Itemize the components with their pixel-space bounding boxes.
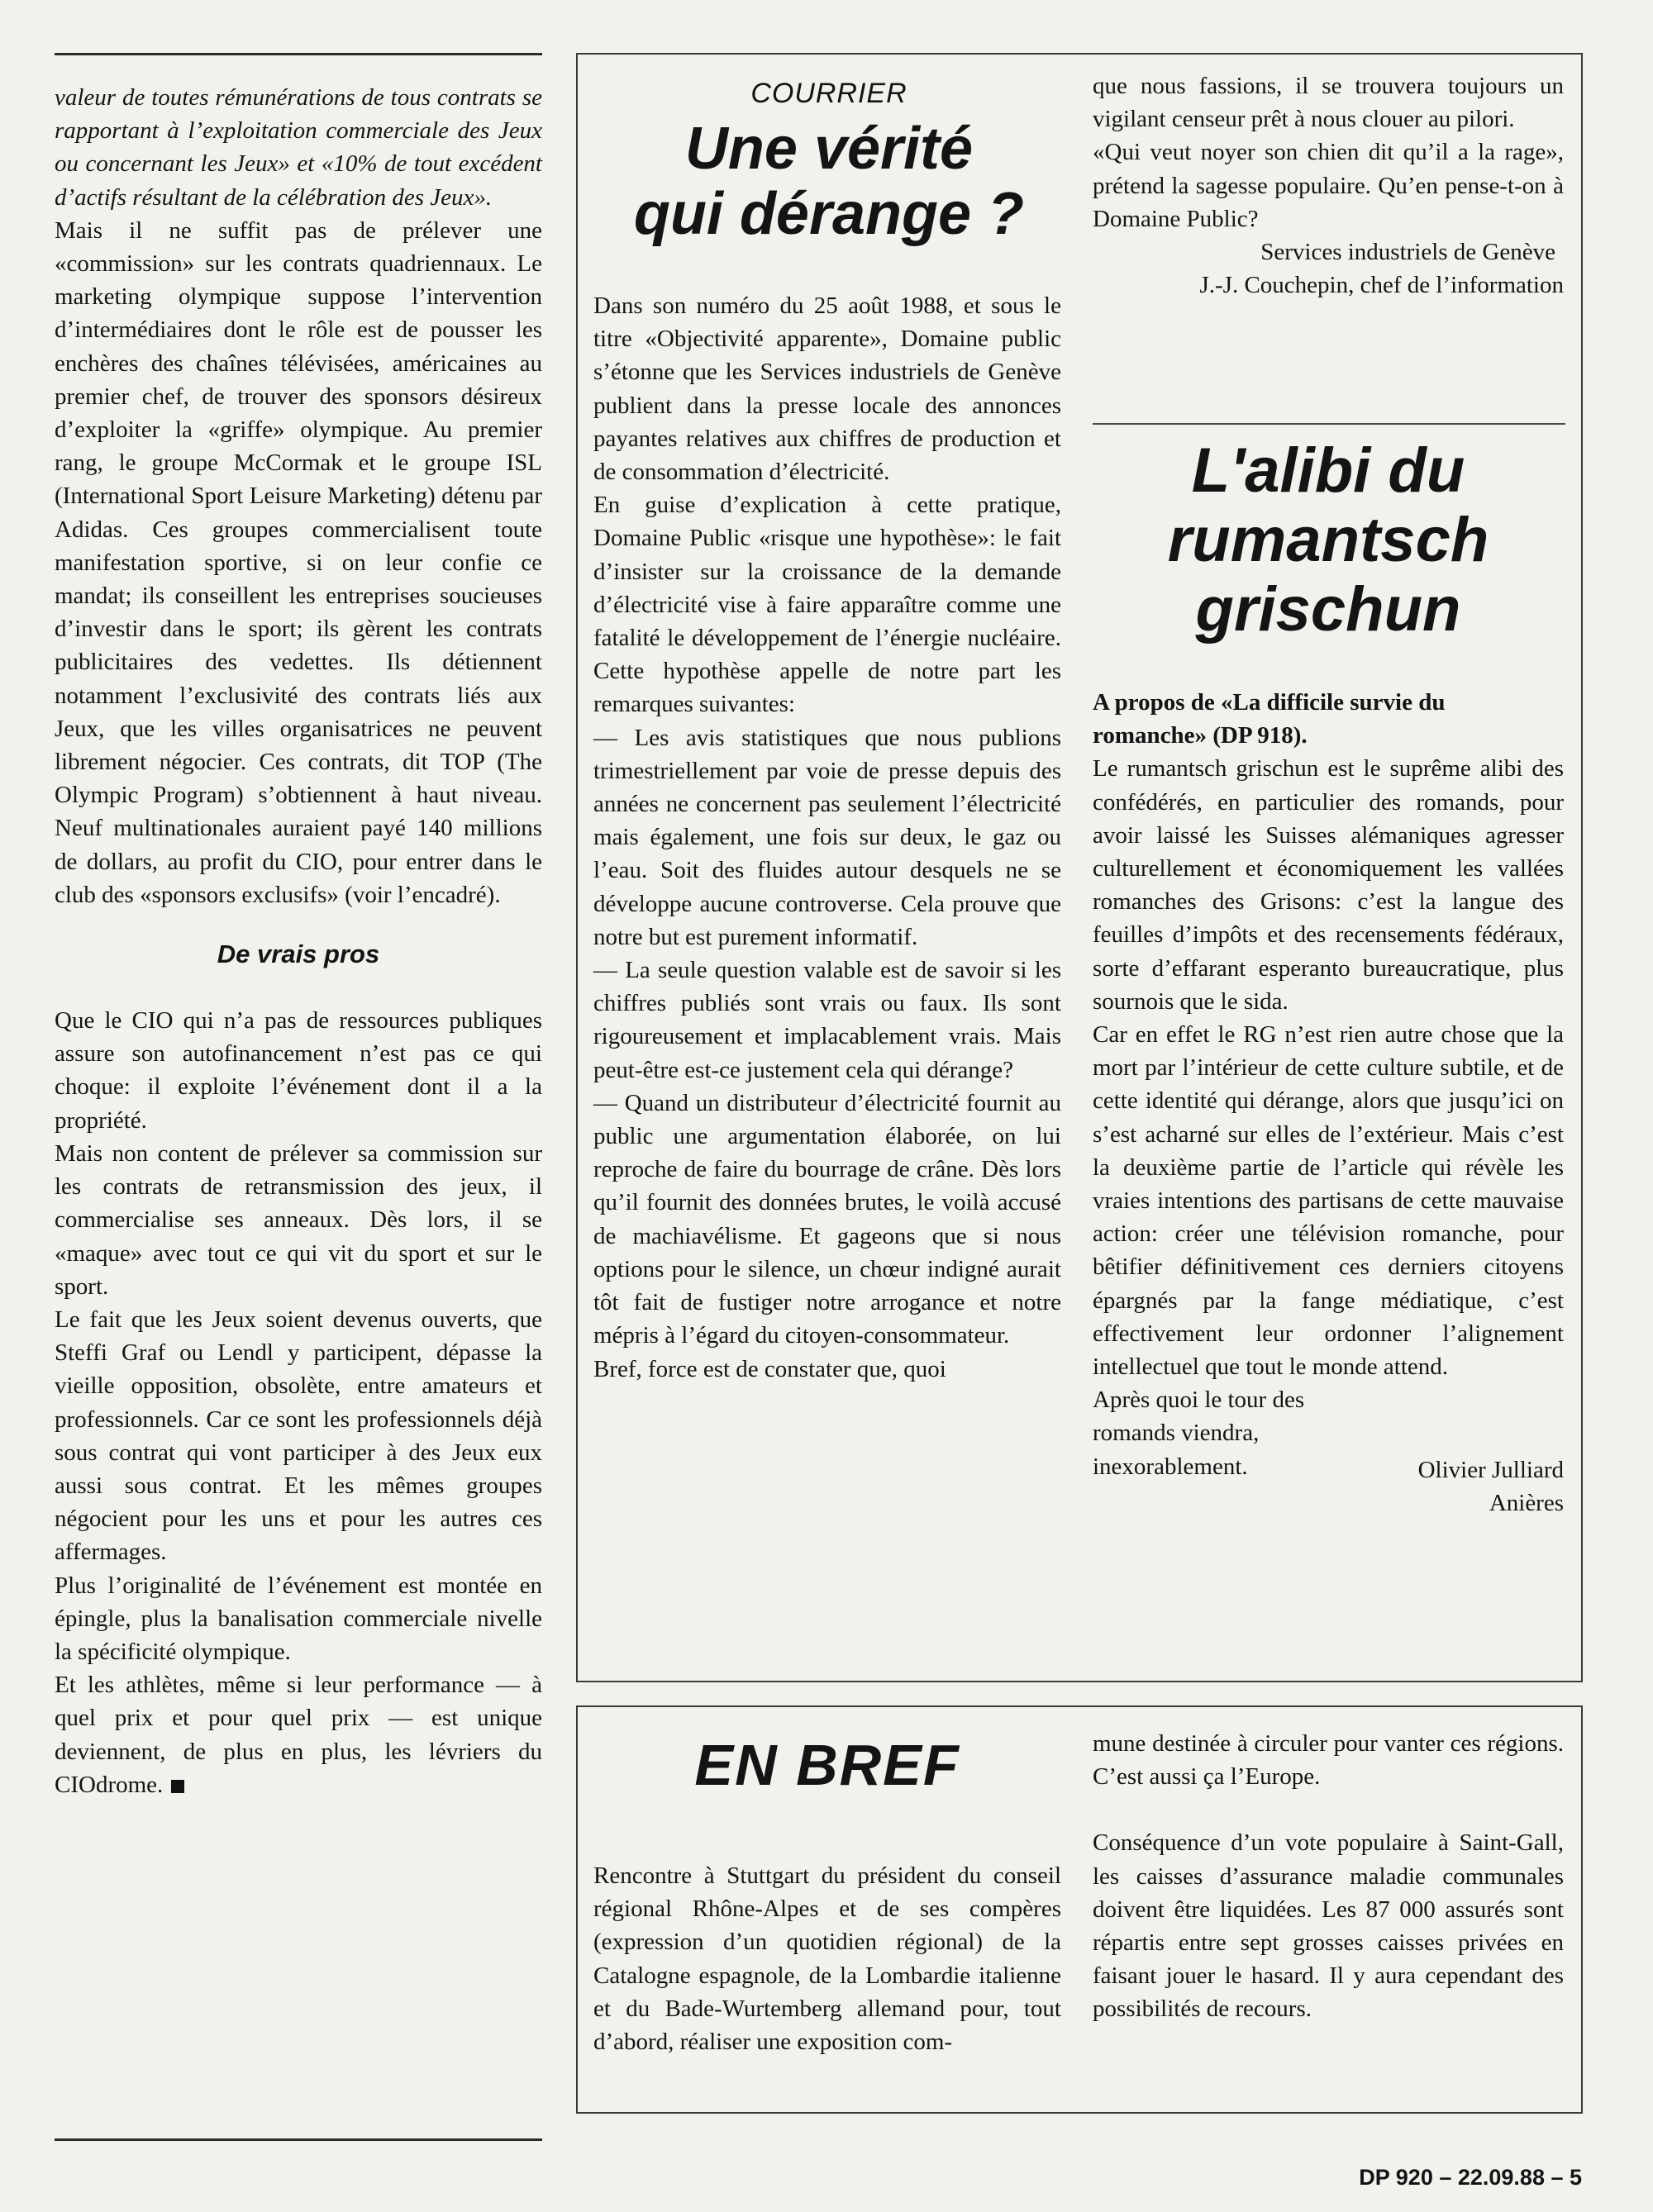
courrier-paragraph-8: «Qui veut noyer son chien dit qu’il a la rage», prétend la sagesse populaire. Qu’en pense-t-on à Domaine Public? <box>1093 139 1564 232</box>
courrier-column-2 <box>1093 69 1564 302</box>
courrier-paragraph-4: — La seule question valable est de savoir si les chiffres publiés sont vrais ou faux. Ils sont rigoureusement et implacablement vrais. Mais peut-être est-ce justement cela qui dérange? <box>593 957 1061 1083</box>
en-bref-column-2 <box>1093 1727 1564 2026</box>
alibi-headline-line2: rumantsch <box>1167 505 1489 575</box>
alibi-paragraph-2: Car en effet le RG n’est rien autre chose que la mort par l’intérieur de cette culture subtile, et de cette identité qui dérange, alors que jusqu’ici on s’est acharné sur elles de l’extérieur. Mais c’est la deuxième partie de l’article qui révèle les vraies intentions des partisans de cette mauvaise action: créer une télévision romanche, pour bêtifier définitivement ces derniers citoyens épargnés par la fange médiatique, c’est effectivement leur ordonner l’alignement intellectuel que tout le monde attend. <box>1093 1021 1564 1381</box>
courrier-paragraph-2: En guise d’explication à cette pratique, Domaine Public «risque une hypothèse»: le fait d’insister sur la croissance de la demande d’électricité vise à faire apparaître comme une fatalité le développement de l’énergie nucléaire. Cette hypothèse appelle de notre part les remarques suivantes: <box>593 492 1061 718</box>
alibi-signature-name: Olivier Julliard <box>1417 1456 1564 1483</box>
courrier-paragraph-1: Dans son numéro du 25 août 1988, et sous le titre «Objectivité apparente», Domaine public s’étonne que les Services industriels de Genève publient dans la presse locale des annonces payantes relatives aux chiffres de production et de consommation d’électricité. <box>593 293 1061 486</box>
alibi-article <box>1093 436 1564 1520</box>
left-intro-italic: valeur de toutes rémunérations de tous contrats se rapportant à l’exploitation commerciale des Jeux ou concernant les Jeux» et «10% de tout excédent d’actifs résultant de la célébration des Jeux». <box>55 84 542 211</box>
courrier-header <box>593 78 1065 247</box>
courrier-column-1 <box>593 289 1061 1386</box>
alibi-headline-line1: L'alibi du <box>1191 435 1465 506</box>
alibi-headline-line3: grischun <box>1195 574 1461 645</box>
left-column <box>55 81 542 1801</box>
left-paragraph-1: Mais il ne suffit pas de prélever une «commission» sur les contrats quadriennaux. Le marketing olympique suppose l’intervention d’intermédiaires dont le rôle est de pousser les enchères des chaînes télévisées, américaines au premier chef, de trouver des sponsors désireux d’exploiter la «griffe» olympique. Au premier rang, le groupe McCormak et le groupe ISL (International Sport Leisure Marketing) détenu par Adidas. Ces groupes commercialisent toute manifestation sportive, si on leur confie ce mandat; ils conseillent les entreprises soucieuses d’investir dans le sport; ils gèrent les contrats publicitaires des vedettes. Ils détiennent notamment l’exclusivité des contrats liés aux Jeux, que les villes organisatrices ne peuvent librement négocier. Ces contrats, dit TOP (The Olympic Program) s’obtiennent à haut niveau. Neuf multinationales auraient payé 140 millions de dollars, au profit du CIO, pour entrer dans le club des «sponsors exclusifs» (voir l’encadré). <box>55 216 542 908</box>
courrier-paragraph-7: que nous fassions, il se trouvera toujours un vigilant censeur prêt à nous clouer au pilori. <box>1093 73 1564 133</box>
courrier-headline <box>593 117 1065 247</box>
en-bref-paragraph-1: Rencontre à Stuttgart du président du conseil régional Rhône-Alpes et de ses compères (expression d’un quotidien régional) de la Catalogne espagnole, de la Lombardie italienne et du Bade-Wurtemberg allemand pour, tout d’abord, réaliser une exposition com- <box>593 1862 1061 2056</box>
courrier-headline-line2: qui dérange ? <box>633 181 1025 248</box>
courrier-kicker: COURRIER <box>750 78 907 109</box>
left-paragraph-2: Que le CIO qui n’a pas de ressources publiques assure son autofinancement n’est pas ce qui choque: il exploite l’événement dont il a la propriété. <box>55 1007 542 1134</box>
courrier-paragraph-6: Bref, force est de constater que, quoi <box>593 1355 946 1382</box>
alibi-signature-place: Anières <box>1489 1489 1564 1516</box>
left-paragraph-6-text: Et les athlètes, même si leur performance — à quel prix et pour quel prix — est unique deviennent, de plus en plus, les lévriers du CIOdrome. <box>55 1672 542 1798</box>
left-paragraph-4: Le fait que les Jeux soient devenus ouverts, que Steffi Graf ou Lendl y participent, dépasse la vieille opposition, obsolète, entre amateurs et professionnels. Car ce sont les professionnels déjà sous contrat qui vont participer à des Jeux eux aussi sous contrat. Et les mêmes groupes négocient pour les uns et pour les autres ces affermages. <box>55 1306 542 1566</box>
en-bref-paragraph-3: Conséquence d’un vote populaire à Saint-Gall, les caisses d’assurance maladie communales doivent être liquidées. Les 87 000 assurés sont répartis entre sept grosses caisses privées en faisant jouer le hasard. Il y aura cependant des possibilités de recours. <box>1093 1829 1564 2023</box>
alibi-separator-rule <box>1093 423 1565 425</box>
left-bottom-rule <box>55 2138 542 2141</box>
courrier-headline-line1: Une vérité <box>684 116 974 182</box>
left-paragraph-3: Mais non content de prélever sa commission sur les contrats de retransmission des jeux, il commercialise ses anneaux. Dès lors, il se «maque» avec tout ce qui vit du sport et sur le sport. <box>55 1139 542 1300</box>
end-of-article-mark <box>171 1780 184 1793</box>
alibi-paragraph-1: Le rumantsch grischun est le suprême alibi des confédérés, en particulier des romands, pour avoir laissé les Suisses alémaniques agresser culturellement et économiquement les vallées romanches des Grisons: c’est la langue des feuilles d’impôts et des recensements fédéraux, sorte d’effarant esperanto bureaucratique, plus sournois que le sida. <box>1093 755 1564 1015</box>
page-folio: DP 920 – 22.09.88 – 5 <box>1359 2165 1582 2190</box>
left-paragraph-5: Plus l’originalité de l’événement est montée en épingle, plus la banalisation commerciale nivelle la spécificité olympique. <box>55 1572 542 1665</box>
courrier-signature-line2: J.-J. Couchepin, chef de l’information <box>1199 272 1564 299</box>
courrier-signature-line1: Services industriels de Genève <box>1260 239 1555 266</box>
subhead-de-vrais-pros: De vrais pros <box>217 940 380 969</box>
left-top-rule <box>55 53 542 55</box>
en-bref-paragraph-2: mune destinée à circuler pour vanter ces régions. C’est aussi ça l’Europe. <box>1093 1730 1564 1791</box>
en-bref-headline: EN BREF <box>694 1733 960 1797</box>
courrier-paragraph-3: — Les avis statistiques que nous publions trimestriellement par voie de presse depuis des années ne concernent pas seulement l’électricité mais également, une fois sur deux, le gaz ou l’eau. Soit des fluides autour desquels ne se développe aucune controverse. Cela prouve que notre but est purement informatif. <box>593 724 1061 950</box>
en-bref-column-1 <box>593 1859 1061 2058</box>
courrier-paragraph-5: — Quand un distributeur d’électricité fournit au public une argumentation élaborée, on lui reproche de faire du bourrage de crâne. Dès lors qu’il fournit des données brutes, le voilà accusé de machiavélisme. Et gageons que si nous options pour le silence, un chœur indigné aurait tôt fait de fustiger notre arrogance et notre mépris à l’égard du citoyen-consommateur. <box>593 1089 1061 1349</box>
alibi-lead: A propos de «La difficile survie du romanche» (DP 918). <box>1093 689 1446 749</box>
alibi-headline <box>1093 436 1564 645</box>
alibi-paragraph-3: Après quoi le tour des romands viendra, inexorablement. <box>1093 1387 1305 1480</box>
left-paragraph-6 <box>55 1668 542 1801</box>
